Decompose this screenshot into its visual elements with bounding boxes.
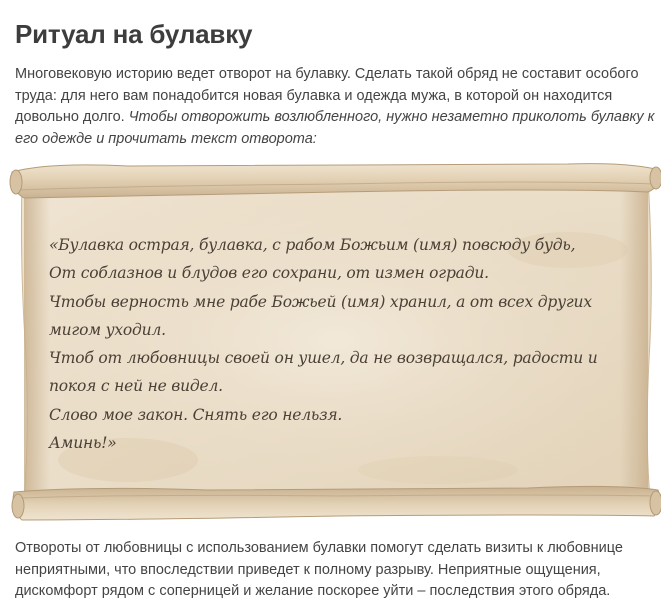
spell-line: «Булавка острая, булавка, с рабом Божьим (имя) повсюду будь, [49,236,576,254]
spell-line: покоя с ней не видел. [49,377,223,396]
spell-line: мигом уходил. [49,320,166,339]
intro-italic-text: Чтобы отворожить возлюбленного, нужно незаметно приколоть булавку к его одежде и прочитать текст отворота: [15,109,655,147]
spell-line: От соблазнов и блудов его сохрани, от измен огради. [49,264,489,283]
spell-line: Слово мое закон. Снять его нельзя. [49,405,343,424]
spell-text [49,231,649,457]
intro-paragraph [15,64,655,150]
spell-line: Аминь!» [49,434,117,453]
spell-line: Чтоб от любовницы своей он ушел, да не возвращался, радости и [49,349,598,368]
outro-paragraph: Отвороты от любовницы с использованием булавки помогут сделать визиты к любовнице неприятными, что впоследствии приведет к полному разрыву. Неприятные ощущения, дискомфорт рядом с соперницей и желание поскорее уйти – последствия этого обряда. [15,540,623,599]
intro-text: Многовековую историю ведет отворот на булавку. Сделать такой обряд не составит особого труда: для него вам понадобится новая булавка и одежда мужа, в которой он находится довольно долго. [15,66,639,125]
spell-line: Чтобы верность мне рабе Божьей (имя) хранил, а от всех других [49,292,592,311]
page-title: Ритуал на булавку [15,19,253,49]
